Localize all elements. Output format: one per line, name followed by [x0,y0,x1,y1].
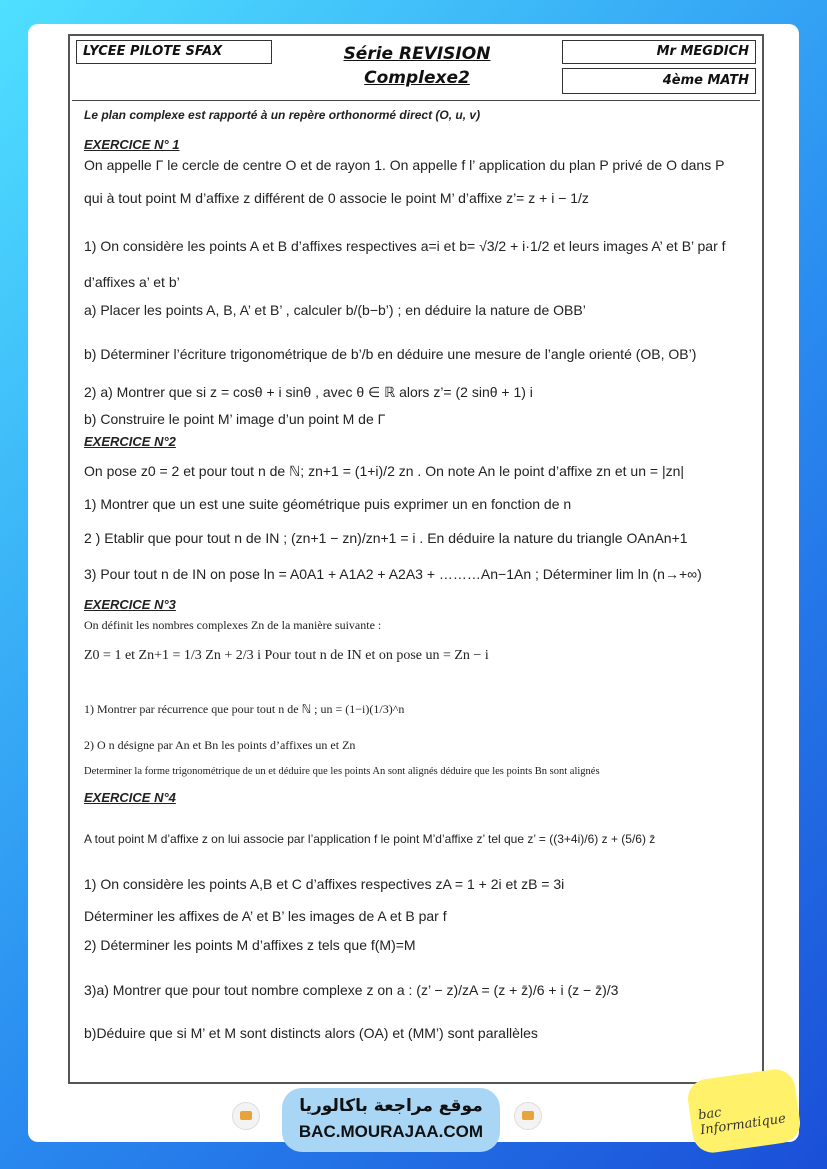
ex1-line1: On appelle Γ le cercle de centre O et de rayon 1. On appelle f l’ application du plan P privé de O dans P [84,157,725,173]
teacher-box [562,40,756,64]
teacher-name: Mr MEGDICH [656,44,749,59]
school-name: LYCEE PILOTE SFAX [83,44,223,59]
level-box [562,68,756,94]
ex1-line4: d’affixes a’ et b’ [84,274,180,290]
ex2-line3: 2 ) Etablir que pour tout n de IN ; (zn+1 − zn)/zn+1 = i . En déduire la nature du triangle OAnAn+1 [84,530,688,546]
site-url[interactable]: BAC.MOURAJAA.COM [298,1122,484,1141]
site-arabic-name: موقع مراجعة باكالوريا [299,1096,483,1116]
ex1-line3: 1) On considère les points A et B d’affixes respectives a=i et b= √3/2 + i·1/2 et leurs images A’ et B’ par f [84,238,726,254]
ex2-line1: On pose z0 = 2 et pour tout n de ℕ; zn+1 = (1+i)/2 zn . On note An le point d’affixe zn et un = |zn| [84,463,684,479]
ex4-title: EXERCICE N°4 [84,790,176,805]
ex3-line5: Determiner la forme trigonométrique de un et déduire que les points An sont alignés déduire que les points Bn sont alignés [84,766,600,777]
ex2-title: EXERCICE N°2 [84,434,176,449]
ex2-line2: 1) Montrer que un est une suite géométrique puis exprimer un en fonction de n [84,496,572,512]
ex4-line6: b)Déduire que si M’ et M sont distincts alors (OA) et (MM’) sont parallèles [84,1025,538,1041]
site-banner[interactable] [282,1088,500,1152]
ex4-line1: A tout point M d’affixe z on lui associe par l’application f le point M’d’affixe z’ tel que z’ = ((3+4i)/6) z + (5/6) z̄ [84,832,656,846]
ex1-title: EXERCICE N° 1 [84,137,180,152]
ex4-line2: 1) On considère les points A,B et C d’affixes respectives zA = 1 + 2i et zB = 3i [84,876,565,892]
ex4-line4: 2) Déterminer les points M d’affixes z tels que f(M)=M [84,937,416,953]
ex1-line5: a) Placer les points A, B, A’ et B’ , calculer b/(b−b’) ; en déduire la nature de OBB’ [84,302,586,318]
level-label: 4ème MATH [662,73,749,88]
right-logo-icon [514,1102,542,1130]
ex1-line8: b) Construire le point M’ image d’un point M de Γ [84,411,386,427]
ex2-line4: 3) Pour tout n de IN on pose ln = A0A1 + A1A2 + A2A3 + ………An−1An ; Déterminer lim ln (n→+∞) [84,566,702,582]
ex3-line4: 2) O n désigne par An et Bn les points d’affixes un et Zn [84,738,356,752]
title-box [274,40,560,98]
ex4-line5: 3)a) Montrer que pour tout nombre complexe z on a : (z’ − z)/zA = (z + z̄)/6 + i (z − z̄)/3 [84,982,619,998]
series-title: Série REVISION [343,44,491,64]
bac-informatique-badge [685,1067,802,1155]
ex1-line7: 2) a) Montrer que si z = cosθ + i sinθ , avec θ ∈ ℝ alors z’= (2 sinθ + 1) i [84,384,533,400]
ex1-line2: qui à tout point M d’affixe z différent de 0 associe le point M’ d’affixe z’= z + i − 1/z [84,190,589,206]
school-box [76,40,272,64]
ex3-title: EXERCICE N°3 [84,597,176,612]
ex4-line3: Déterminer les affixes de A’ et B’ les images de A et B par f [84,908,447,924]
ex3-line1: On définit les nombres complexes Zn de la manière suivante : [84,618,382,632]
ex1-line6: b) Déterminer l’écriture trigonométrique de b’/b en déduire une mesure de l’angle orienté (OB, OB’) [84,346,697,362]
intro-text: Le plan complexe est rapporté à un repère orthonormé direct (O, u, v) [84,108,481,122]
ex3-line3: 1) Montrer par récurrence que pour tout n de ℕ ; un = (1−i)(1/3)^n [84,702,405,716]
header-rule [72,100,760,101]
badge-text: bac Informatique [697,1105,787,1139]
subject-title: Complexe2 [364,68,470,88]
ex3-line2: Z0 = 1 et Zn+1 = 1/3 Zn + 2/3 i Pour tout n de IN et on pose un = Zn − i [84,648,489,663]
left-logo-icon [232,1102,260,1130]
